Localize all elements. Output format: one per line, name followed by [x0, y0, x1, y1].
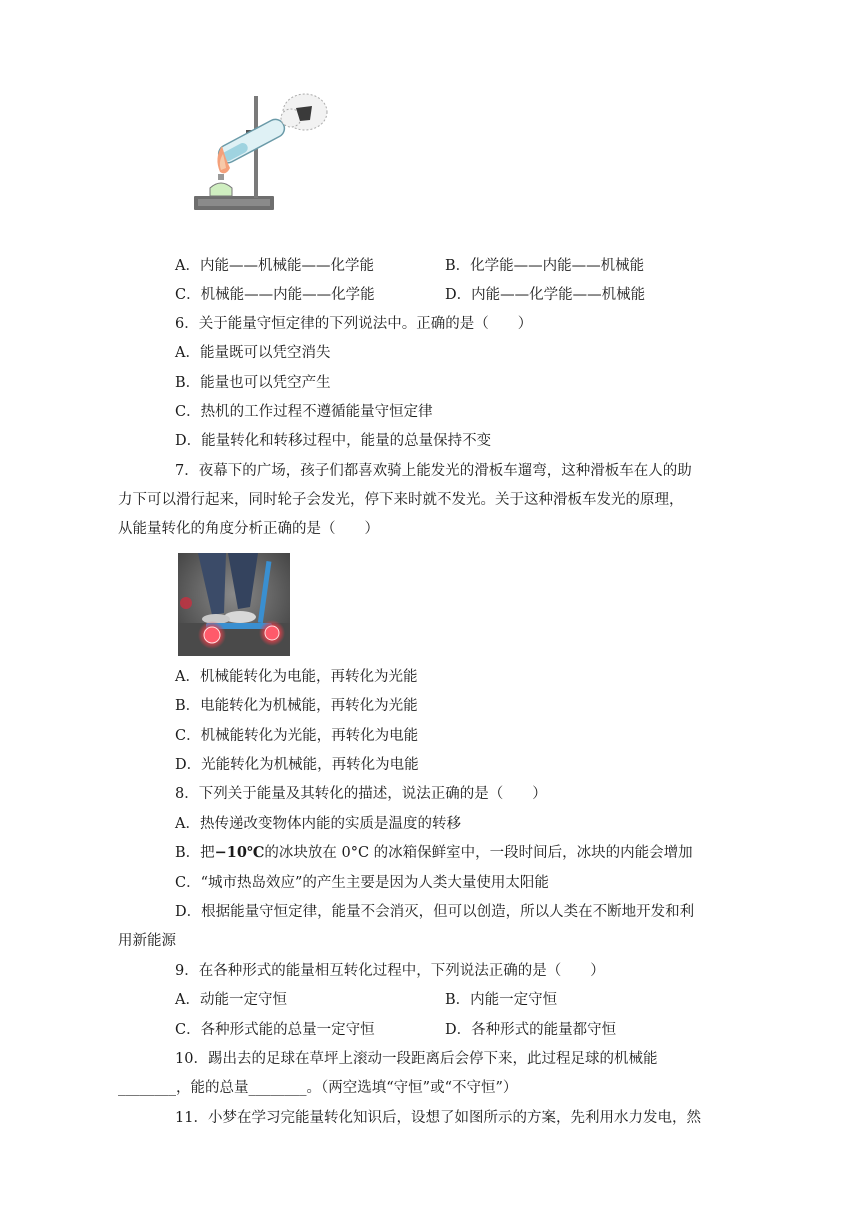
q9-option-c: C．各种形式能的总量一定守恒	[175, 1022, 375, 1038]
q7-option-d: D．光能转化为机械能，再转化为电能	[175, 757, 419, 773]
q8-option-a: A．热传递改变物体内能的实质是温度的转移	[175, 816, 461, 832]
q5-option-c: C．机械能——内能——化学能	[175, 287, 375, 303]
q9-stem: 9．在各种形式的能量相互转化过程中，下列说法正确的是（ ）	[175, 963, 605, 979]
q8-option-d-line-2: 用新能源	[118, 933, 176, 949]
q9-option-a: A．动能一定守恒	[175, 992, 287, 1008]
q6-option-c: C．热机的工作过程不遵循能量守恒定律	[175, 404, 433, 420]
q5-option-d: D．内能——化学能——机械能	[445, 287, 646, 303]
q10-line-1: 10．踢出去的足球在草坪上滚动一段距离后会停下来，此过程足球的机械能	[175, 1051, 658, 1067]
test-tube-heating-figure	[188, 88, 338, 218]
q8-option-d-line-1: D．根据能量守恒定律，能量不会消灭，但可以创造，所以人类在不断地开发和利	[175, 904, 695, 920]
q5-option-a: A．内能——机械能——化学能	[175, 258, 374, 274]
q7-stem-line-2: 力下可以滑行起来，同时轮子会发光，停下来时就不发光。关于这种滑板车发光的原理，	[118, 492, 684, 508]
q10-line-2: ________，能的总量________。（两空选填“守恒”或“不守恒”）	[118, 1080, 518, 1096]
q9-option-b: B．内能一定守恒	[445, 992, 558, 1008]
q5-option-b: B．化学能——内能——机械能	[445, 258, 645, 274]
q7-option-b: B．电能转化为机械能，再转化为光能	[175, 698, 418, 714]
q8-option-b	[175, 843, 693, 863]
q7-option-a: A．机械能转化为电能，再转化为光能	[175, 669, 418, 685]
q6-option-a: A．能量既可以凭空消失	[175, 345, 331, 361]
q7-option-c: C．机械能转化为光能，再转化为电能	[175, 728, 419, 744]
q8-option-b-temperature: −10℃	[214, 844, 265, 861]
q8-stem: 8．下列关于能量及其转化的描述，说法正确的是（ ）	[175, 786, 547, 802]
q8-option-b-suffix: 的冰块放在 0°C 的冰箱保鲜室中，一段时间后，冰块的内能会增加	[264, 845, 693, 861]
q6-option-b: B．能量也可以凭空产生	[175, 375, 331, 391]
scooter-photo	[178, 553, 290, 656]
q9-option-d: D．各种形式的能量都守恒	[445, 1022, 617, 1038]
q8-option-c: C．“城市热岛效应”的产生主要是因为人类大量使用太阳能	[175, 875, 549, 891]
q8-option-b-prefix: B．把	[175, 845, 215, 861]
q7-stem-line-1: 7．夜幕下的广场，孩子们都喜欢骑上能发光的滑板车遛弯，这种滑板车在人的助	[175, 463, 692, 479]
q7-stem-line-3: 从能量转化的角度分析正确的是（ ）	[118, 521, 379, 537]
q6-option-d: D．能量转化和转移过程中，能量的总量保持不变	[175, 433, 492, 449]
q11-line-1: 11．小梦在学习完能量转化知识后，设想了如图所示的方案，先利用水力发电，然	[175, 1110, 701, 1126]
q6-stem: 6．关于能量守恒定律的下列说法中。正确的是（ ）	[175, 316, 533, 332]
